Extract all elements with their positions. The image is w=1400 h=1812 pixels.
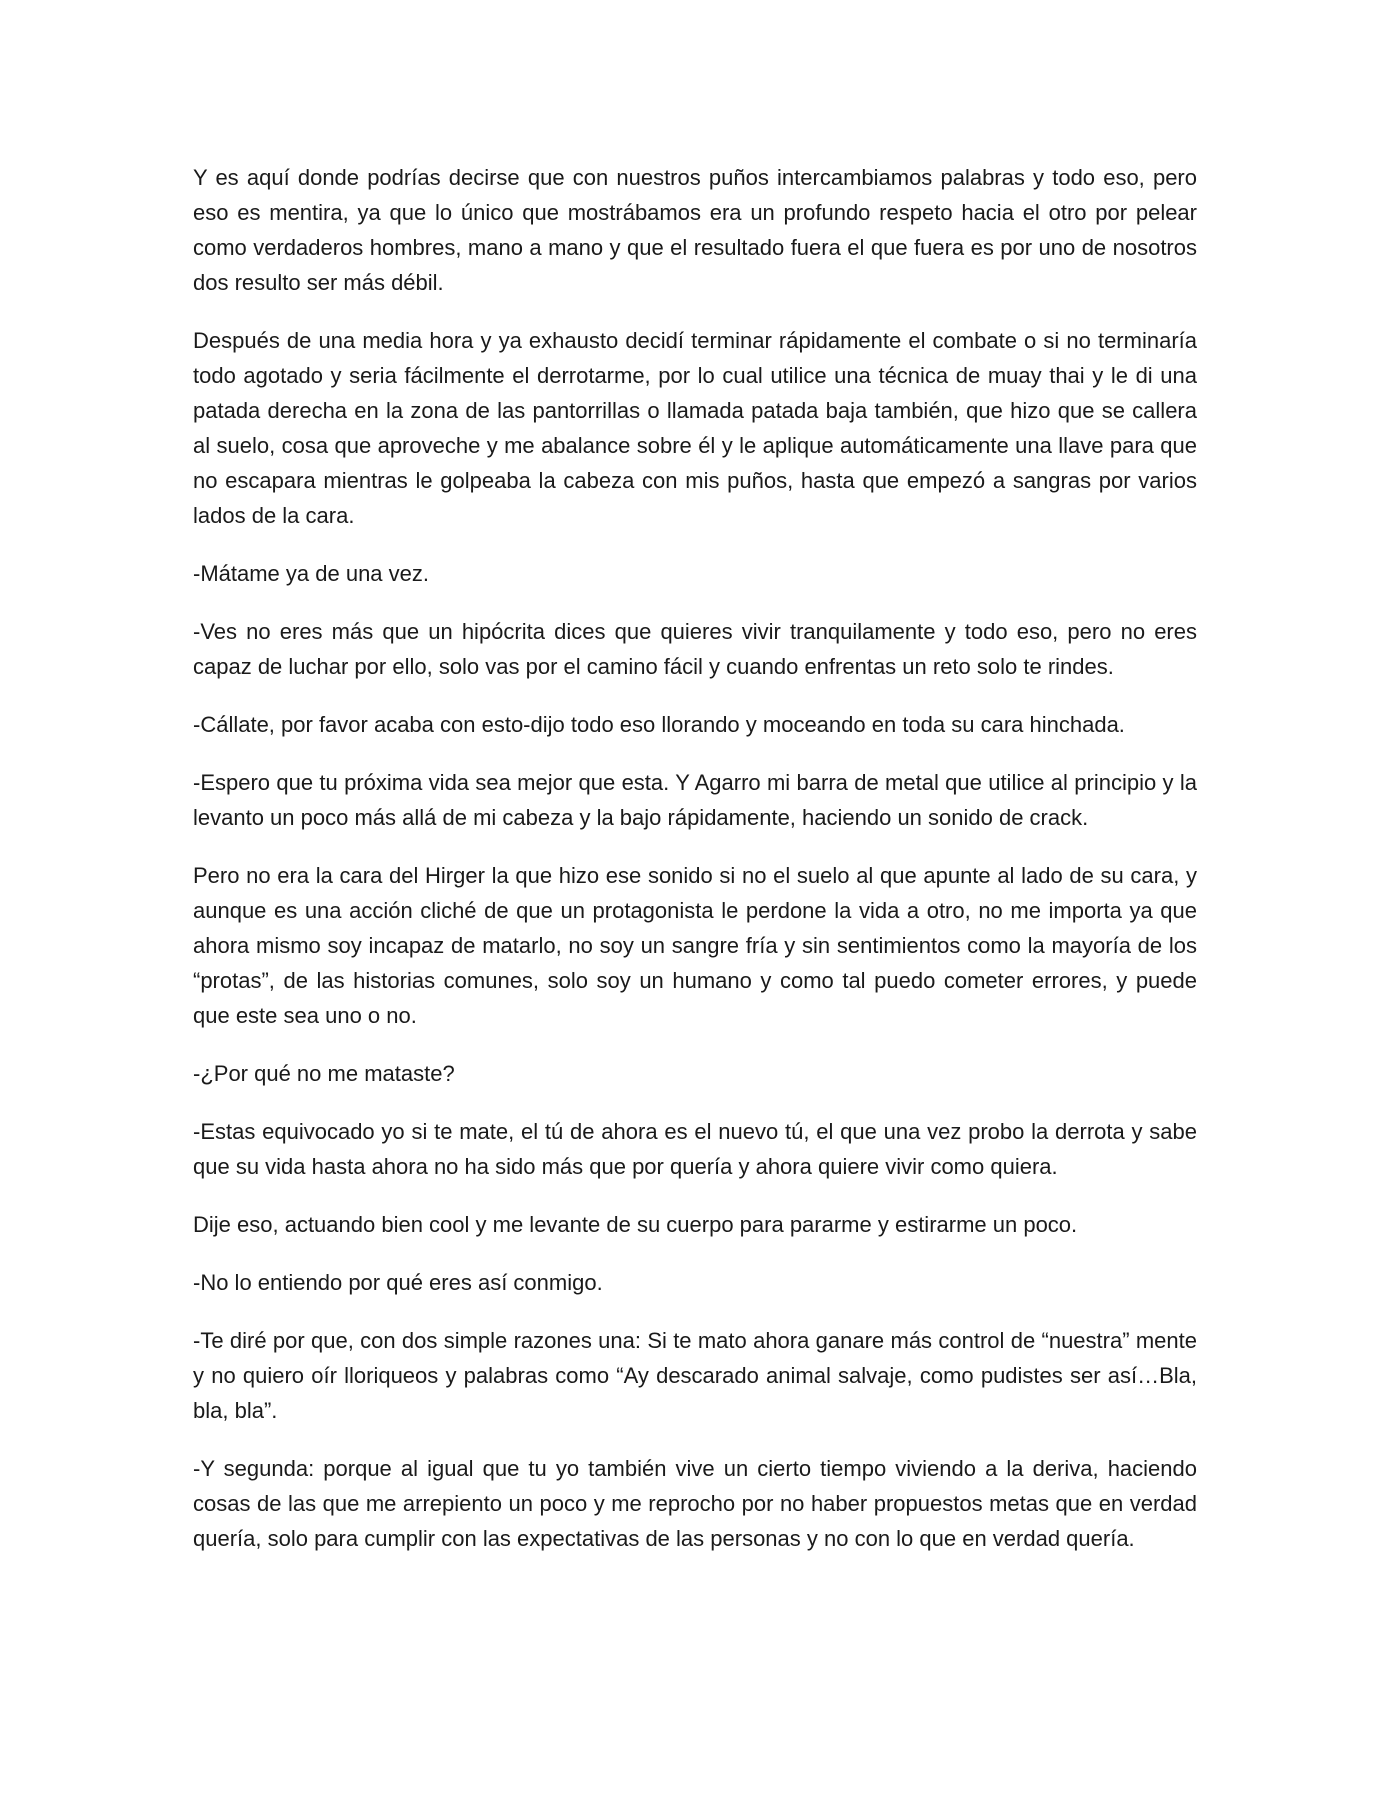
paragraph-1: Y es aquí donde podrías decirse que con nuestros puños intercambiamos palabras y todo eso, pero eso es mentira, ya que lo único que mostrábamos era un profundo respeto hacia el otro por pelear como verdaderos hombres, mano a mano y que el resultado fuera el que fuera es por uno de nosotros dos resulto ser más débil. [193,165,1197,295]
paragraph-2: Después de una media hora y ya exhausto decidí terminar rápidamente el combate o si no terminaría todo agotado y seria fácilmente el derrotarme, por lo cual utilice una técnica de muay thai y le di una patada derecha en la zona de las pantorrillas o llamada patada baja también, que hizo que se callera al suelo, cosa que aproveche y me abalance sobre él y le aplique automáticamente una llave para que no escapara mientras le golpeaba la cabeza con mis puños, hasta que empezó a sangras por varios lados de la cara. [193,328,1197,528]
paragraph-9: -Estas equivocado yo si te mate, el tú de ahora es el nuevo tú, el que una vez probo la derrota y sabe que su vida hasta ahora no ha sido más que por quería y ahora quiere vivir como quiera. [193,1119,1197,1179]
paragraph-7: Pero no era la cara del Hirger la que hizo ese sonido si no el suelo al que apunte al lado de su cara, y aunque es una acción cliché de que un protagonista le perdone la vida a otro, no me importa ya que ahora mismo soy incapaz de matarlo, no soy un sangre fría y sin sentimientos como la mayoría de los “protas”, de las historias comunes, solo soy un humano y como tal puedo cometer errores, y puede que este sea uno o no. [193,863,1197,1028]
paragraph-6: -Espero que tu próxima vida sea mejor que esta. Y Agarro mi barra de metal que utilice al principio y la levanto un poco más allá de mi cabeza y la bajo rápidamente, haciendo un sonido de crack. [193,770,1197,830]
paragraph-4: -Ves no eres más que un hipócrita dices que quieres vivir tranquilamente y todo eso, pero no eres capaz de luchar por ello, solo vas por el camino fácil y cuando enfrentas un reto solo te rindes. [193,619,1197,679]
paragraph-12: -Te diré por que, con dos simple razones una: Si te mato ahora ganare más control de “nuestra” mente y no quiero oír lloriqueos y palabras como “Ay descarado animal salvaje, como pudistes ser así…Bla, bla, bla”. [193,1328,1197,1423]
paragraph-13: -Y segunda: porque al igual que tu yo también vive un cierto tiempo viviendo a la deriva, haciendo cosas de las que me arrepiento un poco y me reprocho por no haber propuestos metas que en verdad quería, solo para cumplir con las expectativas de las personas y no con lo que en verdad quería. [193,1456,1197,1551]
paragraph-10: Dije eso, actuando bien cool y me levante de su cuerpo para pararme y estirarme un poco. [193,1212,1078,1237]
paragraph-3: -Mátame ya de una vez. [193,561,430,586]
paragraph-8: -¿Por qué no me mataste? [193,1061,455,1086]
paragraph-5: -Cállate, por favor acaba con esto-dijo todo eso llorando y moceando en toda su cara hinchada. [193,712,1125,737]
document-body [193,160,1197,1579]
paragraph-11: -No lo entiendo por qué eres así conmigo. [193,1270,603,1295]
